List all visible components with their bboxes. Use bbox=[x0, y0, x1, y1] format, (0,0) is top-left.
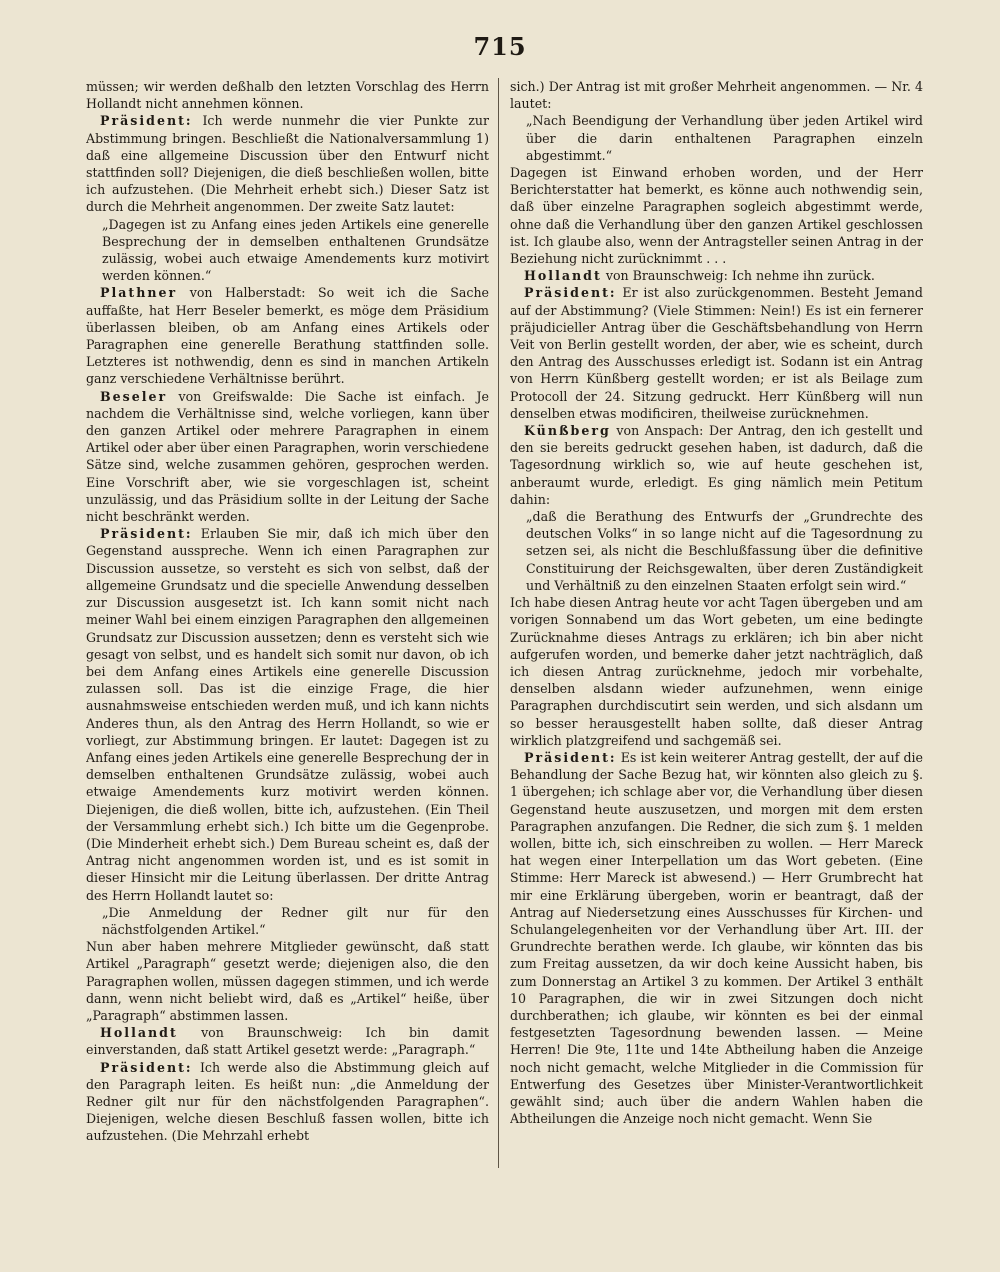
paragraph-text: müssen; wir werden deßhalb den letzten Vorschlag des Herrn Hollandt nicht annehmen können. bbox=[86, 79, 489, 112]
paragraph bbox=[510, 749, 923, 1127]
paragraph-text: Ich habe diesen Antrag heute vor acht Tagen übergeben und am vorigen Sonnabend um das Wort gebeten, um eine bedingte Zurücknahme dieses Antrags zu erklären; ich bin aber nicht aufgerufen worden, und bemerke daher jetzt nachträglich, daß ich diesen Antrag zurücknehme, jedoch mir vorbehalte, denselben alsdann wieder aufzunehmen, wenn einige Paragraphen durchdiscutirt sein werden, und sich alsdann um so besser herausgestellt haben sollte, daß dieser Antrag wirklich platzgreifend und sachgemäß sei. bbox=[510, 595, 923, 748]
paragraph-text: von Braunschweig: Ich nehme ihn zurück. bbox=[605, 268, 875, 284]
paragraph bbox=[510, 594, 923, 749]
paragraph bbox=[86, 78, 489, 112]
speaker-name: Beseler bbox=[100, 388, 168, 404]
paragraph-text: von Anspach: Der Antrag, den ich gestellt und den sie bereits gedruckt gesehen haben, ist dadurch, daß die Tagesordnung wirklich so, wie auf heute geschehen ist, anberaumt wurde, erledigt. Es ging nämlich mein Petitum dahin: bbox=[510, 423, 923, 507]
speaker-name: Hollandt bbox=[524, 268, 602, 284]
speaker-name: Präsident: bbox=[100, 1059, 193, 1075]
paragraph-text: Ich werde also die Abstimmung gleich auf den Paragraph leiten. Es heißt nun: „die Anmeldung der Redner gilt nur für den nächstfolgenden Paragraphen“. Diejenigen, welche diesen Beschluß fassen wollen, bitte ich aufzustehen. (Die Mehrzahl erhebt bbox=[86, 1059, 489, 1144]
paragraph bbox=[510, 267, 923, 284]
paragraph-text: Es ist kein weiterer Antrag gestellt, der auf die Behandlung der Sache Bezug hat, wir könnten also gleich zu §. 1 übergehen; ich schlage aber vor, die Verhandlung über diesen Gegenstand heute auszusetzen, und morgen mit dem ersten Paragraphen anzufangen. Die Redner, die sich zum §. 1 melden wollen, bitte ich, sich einschreiben zu wollen. — Herr Mareck hat wegen einer Interpellation um das Wort gebeten. (Eine Stimme: Herr Mareck ist abwesend.) — Herr Grumbrecht hat mir eine Erklärung übergeben, worin er beantragt, daß der Antrag auf Niedersetzung eines Ausschusses für Kirchen- und Schulangelegenheiten vor der Verhandlung über Art. III. der Grundrechte berathen werde. Ich glaube, wir könnten das bis zum Freitag aussetzen, da wir doch keine Aussicht haben, bis zum Donnerstag an Artikel 3 zu kommen. Der Artikel 3 enthält 10 Paragraphen, die wir in zwei Sitzungen doch nicht durchberathen; ich glaube, wir könnten es bei der einmal festgesetzten Tagesordnung bewenden lassen. — Meine Herren! Die 9te, 11te und 14te Abtheilung haben die Anzeige noch nicht gemacht, welche Mitglieder in die Commission für Entwerfung des Gesetzes über Minister-Verantwortlichkeit gewählt sind; auch über die andern Wahlen haben die Abtheilungen die Anzeige noch nicht gemacht. Wenn Sie bbox=[510, 749, 923, 1127]
column-divider bbox=[498, 78, 499, 1168]
paragraph bbox=[510, 164, 923, 267]
paragraph-text: Ich werde nunmehr die vier Punkte zur Abstimmung bringen. Beschließt die Nationalversammlung 1) daß eine allgemeine Discussion über den Entwurf nicht stattfinden soll? Diejenigen, die dieß beschließen wollen, bitte ich aufzustehen. (Die Mehrheit erhebt sich.) Dieser Satz ist durch die Mehrheit angenommen. Der zweite Satz lautet: bbox=[86, 113, 489, 215]
right-column bbox=[510, 78, 923, 1178]
paragraph bbox=[86, 112, 489, 215]
paragraph bbox=[86, 284, 489, 387]
paragraph bbox=[86, 938, 489, 1024]
speaker-name: Plathner bbox=[100, 285, 178, 301]
paragraph-text: Er ist also zurückgenommen. Besteht Jemand auf der Abstimmung? (Viele Stimmen: Nein!) Es ist ein fernerer präjudicieller Antrag über die Geschäftsbehandlung von Herrn Veit von Berlin gestellt worden, der aber, wie es scheint, durch den Antrag des Ausschusses erledigt ist. Sodann ist ein Antrag von Herrn Künßberg gestellt worden; er ist als Beilage zum Protocoll der 24. Sitzung gedruckt. Herr Künßberg will nun denselben etwas modificiren, theilweise zurücknehmen. bbox=[510, 285, 923, 421]
paragraph bbox=[86, 1059, 489, 1145]
paragraph bbox=[86, 388, 489, 526]
paragraph-text: Erlauben Sie mir, daß ich mich über den Gegenstand ausspreche. Wenn ich einen Paragraphen zur Discussion aussetze, so versteht es sich von selbst, daß der allgemeine Grundsatz und die specielle Anwendung desselben zur Discussion ausgesetzt ist. Ich kann somit nicht nach meiner Wahl bei einem einzigen Paragraphen den allgemeinen Grundsatz zur Discussion aussetzen; denn es versteht sich wie gesagt von selbst, und es handelt sich somit nur davon, ob ich bei dem Anfang eines Artikels eine generelle Discussion zulassen soll. Das ist die einzige Frage, die hier ausnahmsweise entschieden werden muß, und ich kann nichts Anderes thun, als den Antrag des Herrn Hollandt, so wie er vorliegt, zur Abstimmung bringen. Er lautet: Dagegen ist zu Anfang eines jeden Artikels eine generelle Besprechung der in demselben enthaltenen Grundsätze zulässig, wobei auch etwaige Amendements kurz motivirt werden können. Diejenigen, die dieß wollen, bitte ich, aufzustehen. (Ein Theil der Versammlung erhebt sich.) Ich bitte um die Gegenprobe. (Die Minderheit erhebt sich.) Dem Bureau scheint es, daß der Antrag nicht angenommen worden ist, und es ist somit in dieser Hinsicht mir die Leitung überlassen. Der dritte Antrag des Herrn Hollandt lautet so: bbox=[86, 526, 489, 903]
speaker-name: Präsident: bbox=[100, 113, 193, 129]
speaker-name: Präsident: bbox=[100, 526, 193, 542]
paragraph-text: Nun aber haben mehrere Mitglieder gewünscht, daß statt Artikel „Paragraph“ gesetzt werde; diejenigen also, die den Paragraphen wollen, müssen dagegen stimmen, und ich werde dann, wenn nicht beliebt wird, daß es „Artikel“ heiße, über „Paragraph“ abstimmen lassen. bbox=[86, 939, 489, 1023]
left-column bbox=[86, 78, 489, 1178]
paragraph bbox=[510, 78, 923, 112]
paragraph-text: sich.) Der Antrag ist mit großer Mehrheit angenommen. — Nr. 4 lautet: bbox=[510, 79, 923, 112]
speaker-name: Hollandt bbox=[100, 1025, 178, 1041]
quoted-motion: „Die Anmeldung der Redner gilt nur für den nächstfolgenden Artikel.“ bbox=[102, 904, 489, 937]
paragraph bbox=[86, 1024, 489, 1058]
paragraph-text: von Greifswalde: Die Sache ist einfach. Je nachdem die Verhältnisse sind, welche vorliegen, kann über den ganzen Artikel oder mehrere Paragraphen in einem Artikel oder aber über einen Paragraphen, worin verschiedene Sätze sind, welche zusammen gehören, gesprochen werden. Eine Vorschrift aber, wie sie vorgeschlagen ist, scheint unzulässig, und das Präsidium sollte in der Leitung der Sache nicht beschränkt werden. bbox=[86, 388, 489, 525]
paragraph-text: Dagegen ist Einwand erhoben worden, und der Herr Berichterstatter hat bemerkt, es könne auch nothwendig sein, daß über einzelne Paragraphen sogleich abgestimmt werde, ohne daß die Verhandlung über den ganzen Artikel geschlossen ist. Ich glaube also, wenn der Antragsteller seinen Antrag in der Beziehung nicht zurücknimmt . . . bbox=[510, 165, 923, 267]
quoted-motion: „Nach Beendigung der Verhandlung über jeden Artikel wird über die darin enthaltenen Paragraphen einzeln abgestimmt.“ bbox=[526, 113, 923, 163]
speaker-name: Künßberg bbox=[524, 423, 611, 439]
paragraph bbox=[510, 422, 923, 508]
page-number: 715 bbox=[473, 32, 527, 61]
quoted-motion: „daß die Berathung des Entwurfs der „Grundrechte des deutschen Volks“ in so lange nicht auf die Tagesordnung zu setzen sei, als nicht die Beschlußfassung über die definitive Constituirung der Reichsgewalten, über deren Zuständigkeit und Verhältniß zu den einzelnen Staaten erfolgt sein wird.“ bbox=[526, 509, 923, 593]
speaker-name: Präsident: bbox=[524, 285, 617, 301]
paragraph-text: von Braunschweig: Ich bin damit einverstanden, daß statt Artikel gesetzt werde: „Paragraph.“ bbox=[86, 1025, 489, 1058]
paragraph bbox=[86, 525, 489, 903]
speaker-name: Präsident: bbox=[524, 749, 617, 765]
quoted-motion: „Dagegen ist zu Anfang eines jeden Artikels eine generelle Besprechung der in demselben enthaltenen Grundsätze zulässig, wobei auch etwaige Amendements kurz motivirt werden können.“ bbox=[102, 216, 489, 284]
paragraph-text: von Halberstadt: So weit ich die Sache auffaßte, hat Herr Beseler bemerkt, es möge dem Präsidium überlassen bleiben, ob am Anfang eines Artikels oder Paragraphen eine generelle Berathung stattfinden solle. Letzteres ist nothwendig, denn es sind in manchen Artikeln ganz verschiedene Verhältnisse berührt. bbox=[86, 285, 489, 387]
paragraph bbox=[510, 284, 923, 422]
